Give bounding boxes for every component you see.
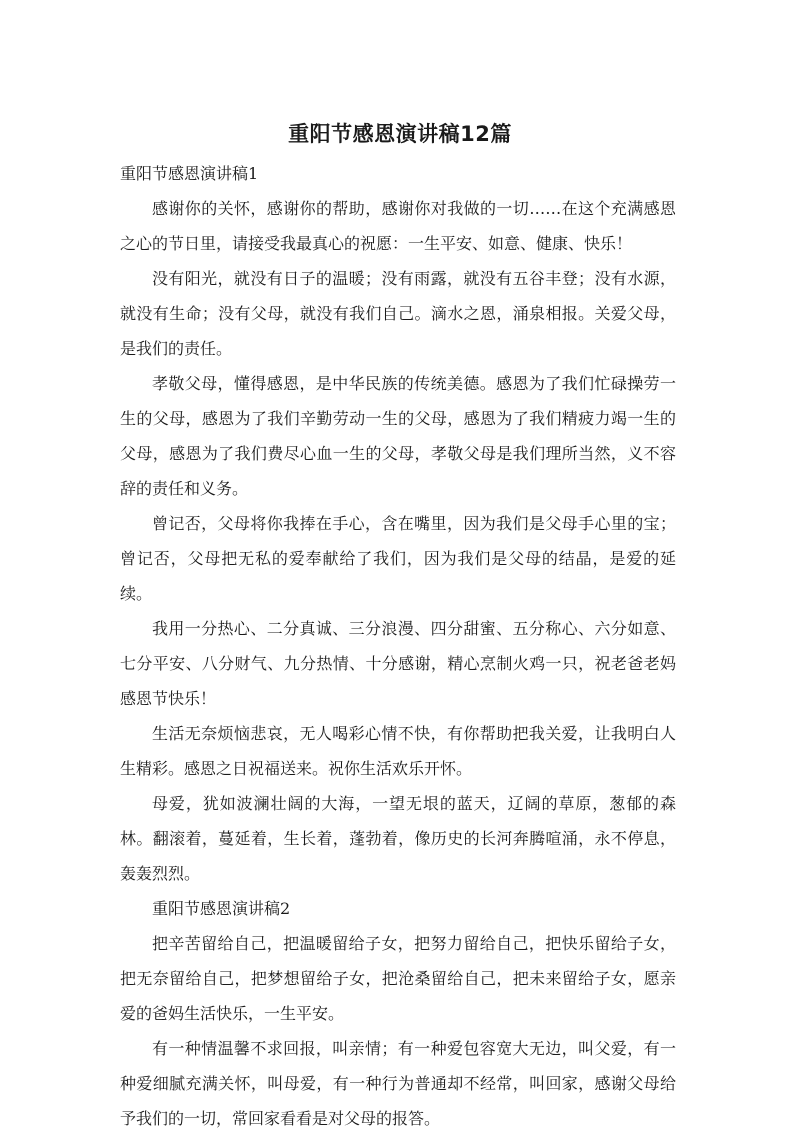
paragraph: 把辛苦留给自己，把温暖留给子女，把努力留给自己，把快乐留给子女，把无奈留给自己，把梦想留给子女，把沧桑留给自己，把未来留给子女，愿亲爱的爸妈生活快乐，一生平安。 [120, 934, 676, 1023]
paragraph: 生活无奈烦恼悲哀，无人喝彩心情不快，有你帮助把我关爱，让我明白人生精彩。感恩之日祝福送来。祝你生活欢乐开怀。 [120, 724, 676, 778]
paragraph: 感谢你的关怀，感谢你的帮助，感谢你对我做的一切……在这个充满感恩之心的节日里，请接受我最真心的祝愿：一生平安、如意、健康、快乐！ [120, 199, 676, 253]
paragraph: 孝敬父母，懂得感恩，是中华民族的传统美德。感恩为了我们忙碌操劳一生的父母，感恩为了我们辛勤劳动一生的父母，感恩为了我们精疲力竭一生的父母，感恩为了我们费尽心血一生的父母，孝敬父母是我们理所当然，义不容辞的责任和义务。 [120, 374, 676, 498]
paragraph: 母爱，犹如波澜壮阔的大海，一望无垠的蓝天，辽阔的草原，葱郁的森林。翻滚着，蔓延着，生长着，蓬勃着，像历史的长河奔腾喧涌，永不停息，轰轰烈烈。 [120, 794, 676, 883]
document-body [120, 156, 676, 1136]
paragraph: 有一种情温馨不求回报，叫亲情；有一种爱包容宽大无边，叫父爱，有一种爱细腻充满关怀，叫母爱，有一种行为普通却不经常，叫回家，感谢父母给予我们的一切，常回家看看是对父母的报答。 [120, 1039, 676, 1128]
paragraph: 没有阳光，就没有日子的温暖；没有雨露，就没有五谷丰登；没有水源，就没有生命；没有父母，就没有我们自己。滴水之恩，涌泉相报。关爱父母，是我们的责任。 [120, 269, 676, 358]
section-heading-1: 重阳节感恩演讲稿1 [120, 164, 259, 183]
paragraph: 曾记否，父母将你我捧在手心，含在嘴里，因为我们是父母手心里的宝；曾记否，父母把无私的爱奉献给了我们，因为我们是父母的结晶，是爱的延续。 [120, 514, 676, 603]
paragraph: 我用一分热心、二分真诚、三分浪漫、四分甜蜜、五分称心、六分如意、七分平安、八分财气、九分热情、十分感谢，精心烹制火鸡一只，祝老爸老妈感恩节快乐！ [120, 619, 676, 708]
section-heading-2: 重阳节感恩演讲稿2 [152, 899, 291, 918]
document-title: 重阳节感恩演讲稿12篇 [288, 122, 512, 146]
